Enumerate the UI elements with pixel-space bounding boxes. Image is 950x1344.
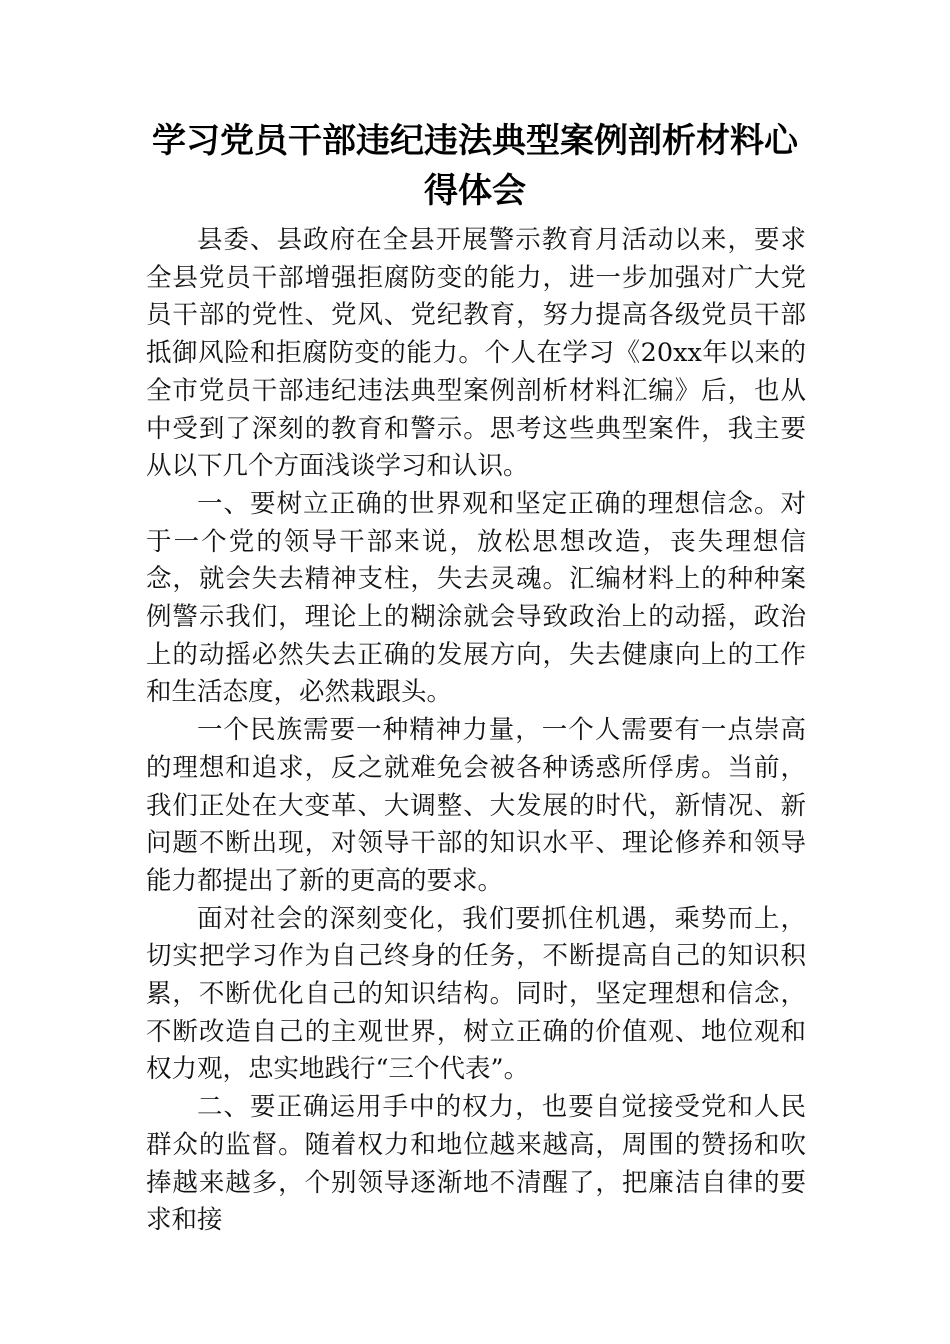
- paragraph-point-one: 一、要树立正确的世界观和坚定正确的理想信念。对于一个党的领导干部来说，放松思想改造，丧失理想信念，就会失去精神支柱，失去灵魂。汇编材料上的种种案例警示我们，理论上的糊涂就会导致政治上的动摇，政治上的动摇必然失去正确的发展方向，失去健康向上的工作和生活态度，必然栽跟头。: [146, 488, 806, 708]
- paragraph-intro: 县委、县政府在全县开展警示教育月活动以来，要求全县党员干部增强拒腐防变的能力，进一步加强对广大党员干部的党性、党风、党纪教育，努力提高各级党员干部抵御风险和拒腐防变的能力。个人在学习《20xx年以来的全市党员干部违纪违法典型案例剖析材料汇编》后，也从中受到了深刻的教育和警示。思考这些典型案件，我主要从以下几个方面浅谈学习和认识。: [146, 225, 806, 482]
- paragraph-point-two: 二、要正确运用手中的权力，也要自觉接受党和人民群众的监督。随着权力和地位越来越高，周围的赞扬和吹捧越来越多，个别领导逐渐地不清醒了，把廉洁自律的要求和接: [146, 1092, 806, 1236]
- paragraph-change: 面对社会的深刻变化，我们要抓住机遇，乘势而上，切实把学习作为自己终身的任务，不断提高自己的知识积累，不断优化自己的知识结构。同时，坚定理想和信念，不断改造自己的主观世界，树立正确的价值观、地位观和权力观，忠实地践行“三个代表”。: [146, 903, 806, 1085]
- paragraph-spirit: 一个民族需要一种精神力量，一个人需要有一点崇高的理想和追求，反之就难免会被各种诱惑所俘虏。当前，我们正处在大变革、大调整、大发展的时代，新情况、新问题不断出现，对领导干部的知识水平、理论修养和领导能力都提出了新的更高的要求。: [146, 715, 806, 896]
- document-title: 学习党员干部违纪违法典型案例剖析材料心得体会: [152, 121, 798, 211]
- document-body: [146, 222, 806, 1240]
